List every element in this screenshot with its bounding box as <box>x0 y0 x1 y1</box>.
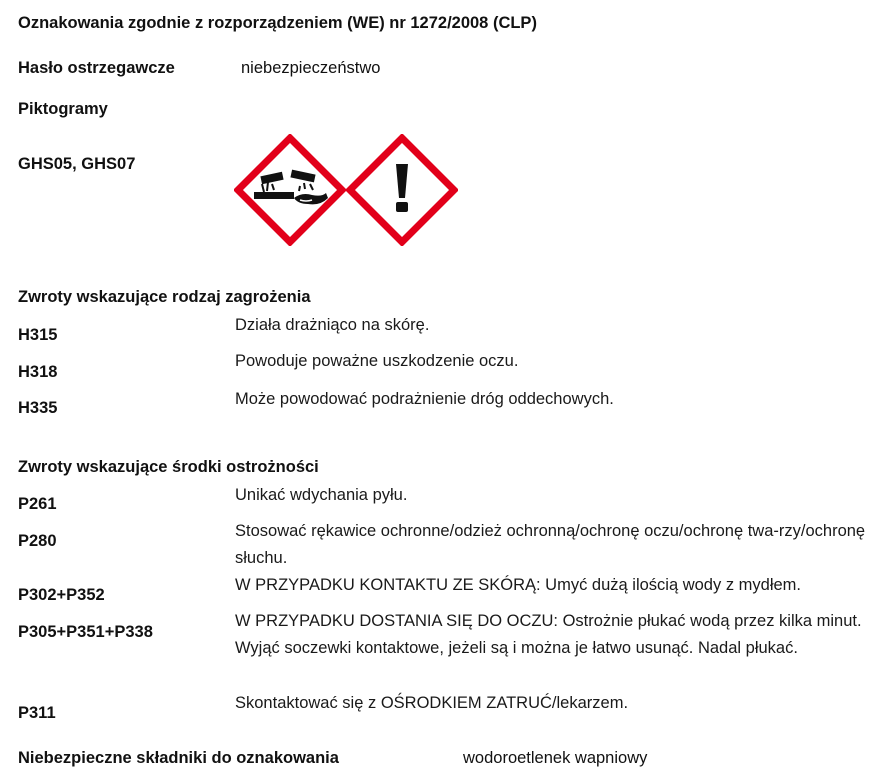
hazard-code: H315 <box>18 326 58 344</box>
pictograms-label: Piktogramy <box>18 100 108 118</box>
precaution-text: Skontaktować się z OŚRODKIEM ZATRUĆ/lekarzem. <box>235 694 629 712</box>
hazard-code: H335 <box>18 399 58 417</box>
hazard-text: Działa drażniąco na skórę. <box>235 316 430 334</box>
signal-word-value: niebezpieczeństwo <box>241 59 381 77</box>
precaution-code: P311 <box>18 704 56 722</box>
hazardous-components-value: wodoroetlenek wapniowy <box>463 749 648 767</box>
hazard-code: H318 <box>18 363 58 381</box>
precaution-code: P302+P352 <box>18 586 105 604</box>
precaution-text: Unikać wdychania pyłu. <box>235 486 408 504</box>
hazard-text: Może powodować podrażnienie dróg oddechowych. <box>235 390 614 408</box>
hazardous-components-label: Niebezpieczne składniki do oznakowania <box>18 749 339 767</box>
precaution-text: W PRZYPADKU DOSTANIA SIĘ DO OCZU: Ostrożnie płukać wodą przez kilka minut. Wyjąć soczewki kontaktowe, jeżeli są i można je łatwo usunąć. Nadal płukać. <box>235 612 862 657</box>
precaution-text: W PRZYPADKU KONTAKTU ZE SKÓRĄ: Umyć dużą ilością wody z mydłem. <box>235 576 801 594</box>
precautionary-statements-heading: Zwroty wskazujące środki ostrożności <box>18 458 319 476</box>
precaution-code: P280 <box>18 532 57 550</box>
exclamation-mark-icon <box>346 134 458 246</box>
signal-word-label: Hasło ostrzegawcze <box>18 59 175 77</box>
precaution-text: Stosować rękawice ochronne/odzież ochronną/ochronę oczu/ochronę twa-rzy/ochronę słuchu. <box>235 522 866 567</box>
hazard-text: Powoduje poważne uszkodzenie oczu. <box>235 352 519 370</box>
precaution-code: P261 <box>18 495 57 513</box>
page-title: Oznakowania zgodnie z rozporządzeniem (WE) nr 1272/2008 (CLP) <box>18 14 537 32</box>
hazard-statements-heading: Zwroty wskazujące rodzaj zagrożenia <box>18 288 311 306</box>
pictogram-codes: GHS05, GHS07 <box>18 155 136 173</box>
precaution-code: P305+P351+P338 <box>18 623 153 641</box>
corrosion-icon <box>234 134 346 246</box>
